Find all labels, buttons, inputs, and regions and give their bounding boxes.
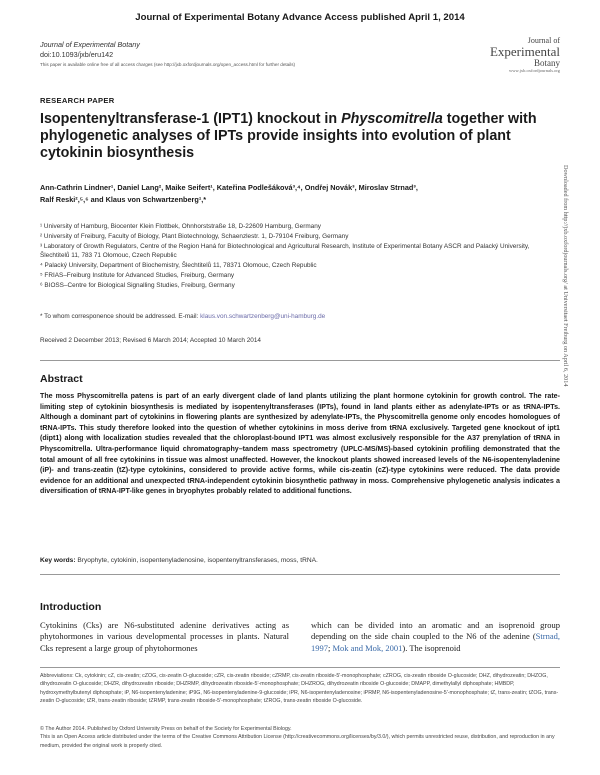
keywords-label: Key words: [40,557,76,564]
journal-name: Journal of Experimental Botany [40,40,140,49]
article-type: RESEARCH PAPER [40,96,115,105]
article-dates: Received 2 December 2013; Revised 6 March 2014; Accepted 10 March 2014 [40,337,261,344]
author-list [40,182,560,205]
introduction-heading: Introduction [40,601,102,613]
journal-logo [470,36,560,73]
authors-line-2: Ralf Reski²,⁵,⁶ and Klaus von Schwartzenberg¹,* [40,194,207,204]
abbreviations: Abbreviations: Ck, cytokinin; cZ, cis-zeatin; cZOG, cis-zeatin O-glucoside; cZR, cis-zeatin riboside; cZRMP, cis-zeatin riboside-5'-monophosphate; cZROG, cis-zeatin riboside O-glucoside; DHZ, dihydrozeatin; DHZOG, dihydrozeatin O-glucoside; DHZR, dihydrozeatin riboside; DHZRMP, dihydrozeatin riboside-5'-monophosphate; DHZROG, dihydrozeatin riboside O-glucoside; DMAPP, dimethylallyl diphosphate; HMBDP, hydroxymethylbutenyl diphosphate; iP, N6-isopentenyladenine; iP9G, N6-isopentenyladenine-9-glucoside; iPR, N6-isopentenyladenosine; iPRMP, N6-isopentenyladenosine-5'-monophosphate; tZ, trans-zeatin; tZOG, trans-zeatin O-glucoside; tZR, trans-zeatin riboside; tZRMP, trans-zeatin riboside-5'-monophosphate; tZROG, trans-zeatin riboside O-glucoside. [40,673,559,705]
logo-line-2: Experimental [489,44,560,59]
correspondence-label: * To whom corresponence should be addressed. E-mail: [40,313,201,320]
affiliation-1: ¹ University of Hamburg, Biocenter Klein Flottbek, Ohnhorststraße 18, D-22609 Hamburg, Germany [40,223,321,230]
keywords [40,557,560,564]
intro-column-right [311,620,560,654]
doi[interactable]: doi:10.1093/jxb/eru142 [40,50,114,59]
intro-col2-text: which can be divided into an aromatic and an isoprenoid group depending on the side chain coupled to the N6 of the adenine ( [311,620,560,642]
logo-line-1: Journal of [527,36,560,45]
affiliation-2: ² University of Freiburg, Faculty of Biology, Plant Biotechnology, Schaenzlestr. 1, D-79104 Freiburg, Germany [40,232,349,240]
abstract-text: The moss Physcomitrella patens is part of an early divergent clade of land plants utilizing the plant hormone cytokinin for growth control. The rate-limiting step of cytokinin biosynthesis is mediated by isopentenyltransferases (IPTs), found in land plants either as adenylate-IPTs or as tRNA-IPTs. Although a dominant part of cytokinins in flowering plants are synthesized by adenylate-IPTs, the Physcomitrella genome only encodes homologues of tRNA-IPTs. This study therefore looked into the question of whether cytokinins in moss derive from tRNA exclusively. Targeted gene knockout of ipt1 (dipt1) along with localization studies revealed that the chloroplast-bound IPT1 was almost exclusively responsible for the A37 prenylation of tRNA in Physcomitrella. Ultra-performance liquid chromatography–tandem mass spectrometry (UPLC-MS/MS)-based cytokinin profiling demonstrated that the total amount of all free cytokinins in tissue was almost unaffected. However, the knockout plants showed increased levels of the N6-isopentenyladenine (iP)- and trans-zeatin (tZ)-type cytokinins, considered to provide active forms, while cis-zeatin (cZ)-type cytokinins were reduced. The data provide evidence for an additional and unexpected tRNA-independent cytokinin biosynthetic pathway in moss. Comprehensive phylogenetic analysis indicates a diversification of tRNA-IPT-like genes in bryophytes probably related to additional functions. [40,392,560,496]
copyright-line-1: © The Author 2014. Published by Oxford University Press on behalf of the Society for Experimental Biology. [40,726,292,732]
correspondence-email-link[interactable]: klaus.von.schwartzenberg@uni-hamburg.de [200,313,326,320]
correspondence [40,313,325,320]
divider-top [40,360,560,361]
article-title [40,111,560,162]
affiliations [40,222,560,291]
affiliation-5: ⁵ FRIAS–Freiburg Institute for Advanced Studies, Freiburg, Germany [40,271,235,279]
title-part-1: Isopentenyltransferase-1 (IPT1) knockout in [40,111,342,127]
title-part-2: together with phylogenetic analyses of IPTs provide insights into evolution of plant cytokinin biosynthesis [40,111,537,161]
copyright-line-2: This is an Open Access article distributed under the terms of the Creative Commons Attribution License (http://creativecommons.org/licenses/by/3.0/), which permits unrestricted reuse, distribution, and reproduction in any medium, provided the original work is properly cited. [40,734,555,749]
reference-link-mok[interactable]: Mok and Mok, 2001 [332,642,403,653]
side-note-svg [556,165,569,685]
side-note-text: Downloaded from http://jxb.oxfordjournals.org/ at Universitaet Freiburg on April 6, 2014 [562,165,569,387]
divider-abbreviations [40,667,560,668]
advance-access-header: Journal of Experimental Botany Advance Access published April 1, 2014 [135,12,465,23]
authors-line-1: Ann-Cathrin Lindner¹, Daniel Lang², Maike Seifert¹, Kateřina Podlešáková³,⁴, Ondřej Novák³, Miroslav Strnad³, [40,183,418,192]
download-side-note [556,165,569,685]
intro-col2-sep: ; [328,642,333,653]
logo-line-3: Botany [534,58,560,68]
logo-url[interactable]: www.jxb.oxfordjournals.org [509,68,560,73]
journal-meta [40,40,295,70]
copyright [40,725,560,750]
intro-column-left: Cytokinins (Cks) are N6-substituted adenine derivatives acting as phytohormones in various developmental processes in plants. Natural Cks represent a large group of phytohormones [40,620,289,653]
affiliation-3: ³ Laboratory of Growth Regulators, Centre of the Region Haná for Biotechnological and Agricultural Research, Institute of Experimental Botany ASCR and Palacký University, Šlechtitelů 11, 783 71 Olomouc, Czech Republic [40,242,530,260]
abstract-heading: Abstract [40,373,83,385]
title-italic: Physcomitrella [341,111,443,127]
keywords-text: Bryophyte, cytokinin, isopentenyladenosine, isopentenyltransferases, moss, tRNA. [77,557,318,564]
affiliation-6: ⁶ BIOSS–Centre for Biological Signalling Studies, Freiburg, Germany [40,281,235,289]
intro-col2-end: ). The isoprenoid [402,642,461,653]
divider-middle [40,574,560,575]
open-access-note: This paper is available online free of all access charges (see http://jxb.oxfordjournals.org/open_access.html for further details) [40,62,296,67]
reference-link-strnad[interactable]: Strnad, 1997 [311,631,560,653]
affiliation-4: ⁴ Palacký University, Department of Biochemistry, Šlechtitelů 11, 78371 Olomouc, Czech Republic [40,262,317,270]
